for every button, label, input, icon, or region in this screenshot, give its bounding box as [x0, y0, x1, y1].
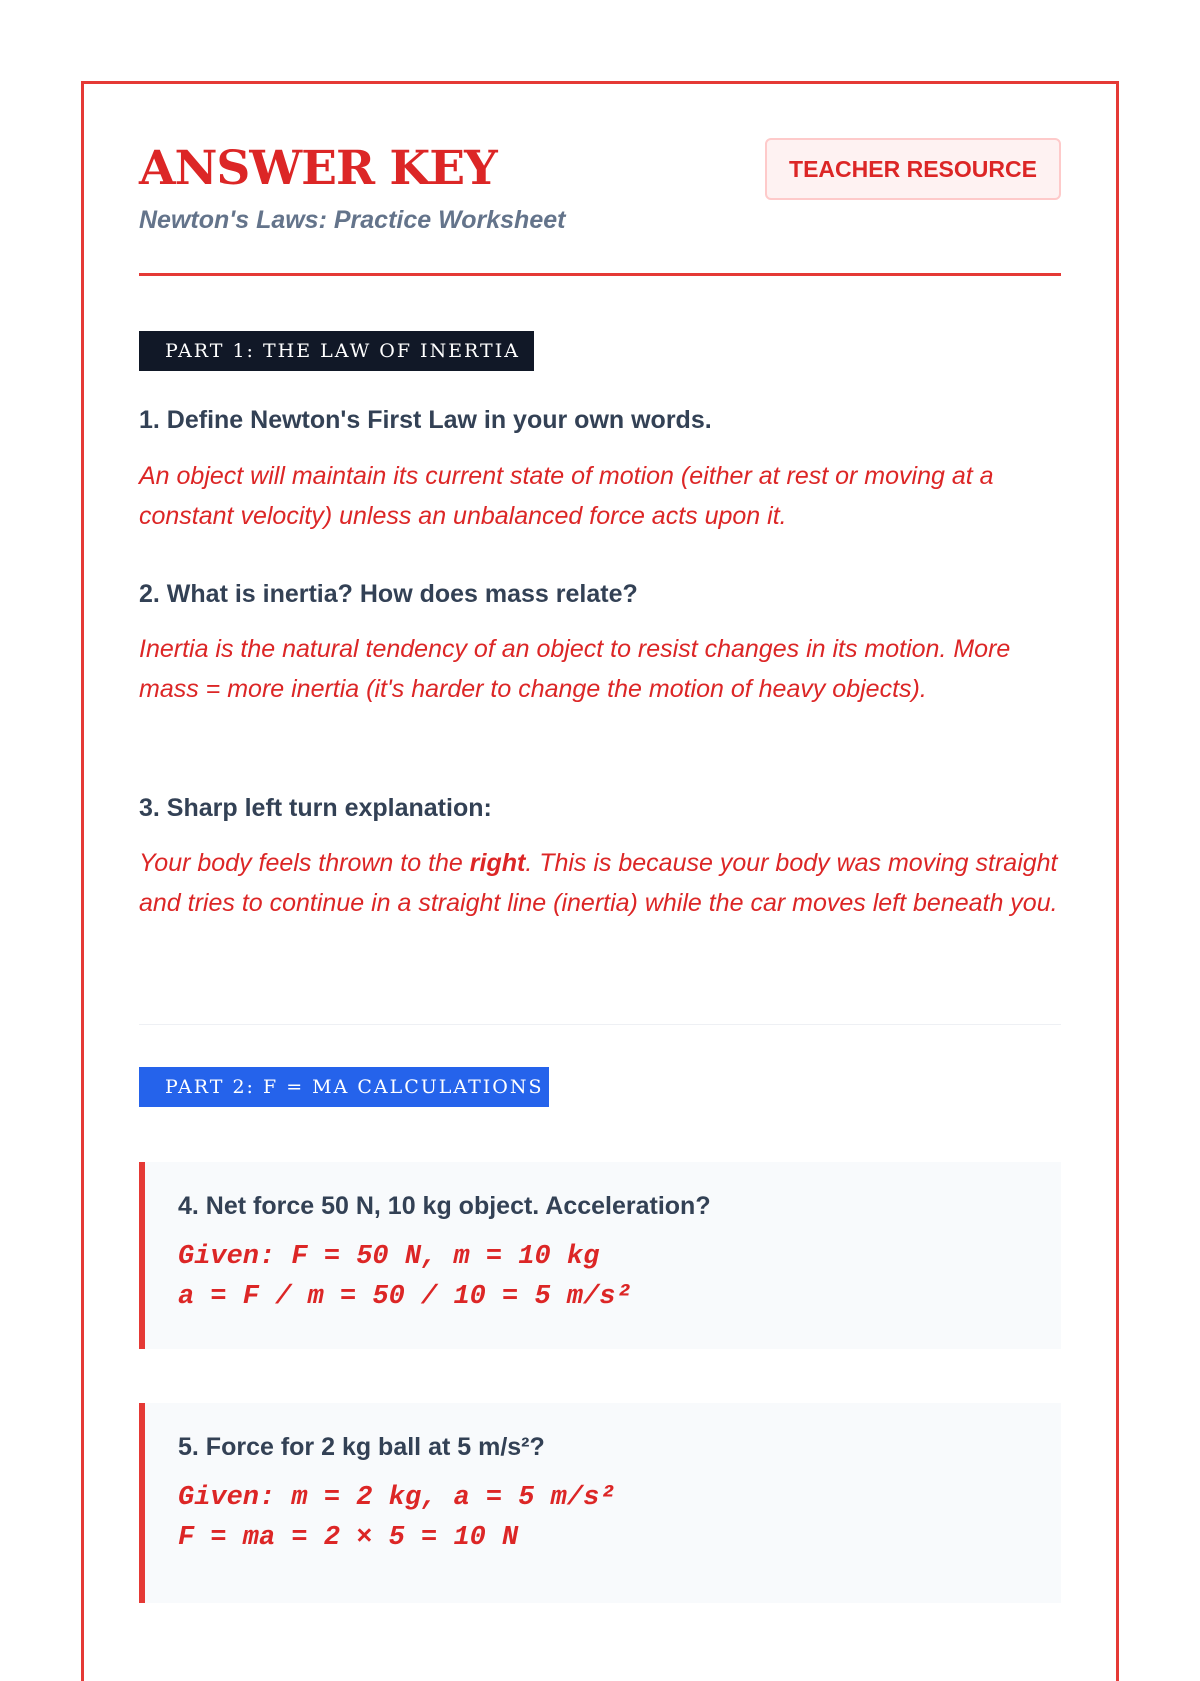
teacher-resource-badge: TEACHER RESOURCE [765, 138, 1061, 200]
problem-4-work: a = F / m = 50 / 10 = 5 m/s² [178, 1282, 632, 1312]
question-2: 2. What is inertia? How does mass relate? [139, 580, 638, 608]
problem-5-given: Given: m = 2 kg, a = 5 m/s² [178, 1483, 616, 1513]
answer-3 [139, 843, 1061, 923]
answer-1: An object will maintain its current state of motion (either at rest or moving at a constant velocity) unless an unbalanced force acts upon it. [139, 462, 994, 530]
question-5: 5. Force for 2 kg ball at 5 m/s²? [178, 1433, 545, 1461]
question-1: 1. Define Newton's First Law in your own words. [139, 406, 712, 434]
header-divider [139, 273, 1061, 276]
section-divider [139, 1024, 1061, 1025]
page-subtitle: Newton's Laws: Practice Worksheet [139, 206, 566, 234]
answer-3-part-b: . This is because your body was moving straight and tries to continue in a straight line (inertia) while the car moves left beneath you. [139, 849, 1058, 917]
answer-3-emphasis: right [469, 849, 526, 877]
answer-3-part-a: Your body feels thrown to the [139, 849, 470, 877]
page-title: ANSWER KEY [139, 141, 497, 196]
answer-2: Inertia is the natural tendency of an object to resist changes in its motion. More mass = more inertia (it's harder to change the motion of heavy objects). [139, 635, 1011, 703]
problem-4-given: Given: F = 50 N, m = 10 kg [178, 1242, 600, 1272]
answer-key-sheet [81, 81, 1119, 1681]
calc-problem-5 [139, 1403, 1061, 1603]
question-3: 3. Sharp left turn explanation: [139, 794, 492, 822]
problem-5-work: F = ma = 2 × 5 = 10 N [178, 1523, 519, 1553]
part-1-label: PART 1: THE LAW OF INERTIA [139, 331, 534, 371]
calc-problem-4 [139, 1162, 1061, 1349]
part-2-label: PART 2: F = MA CALCULATIONS [139, 1067, 549, 1107]
question-4: 4. Net force 50 N, 10 kg object. Acceleration? [178, 1192, 711, 1220]
